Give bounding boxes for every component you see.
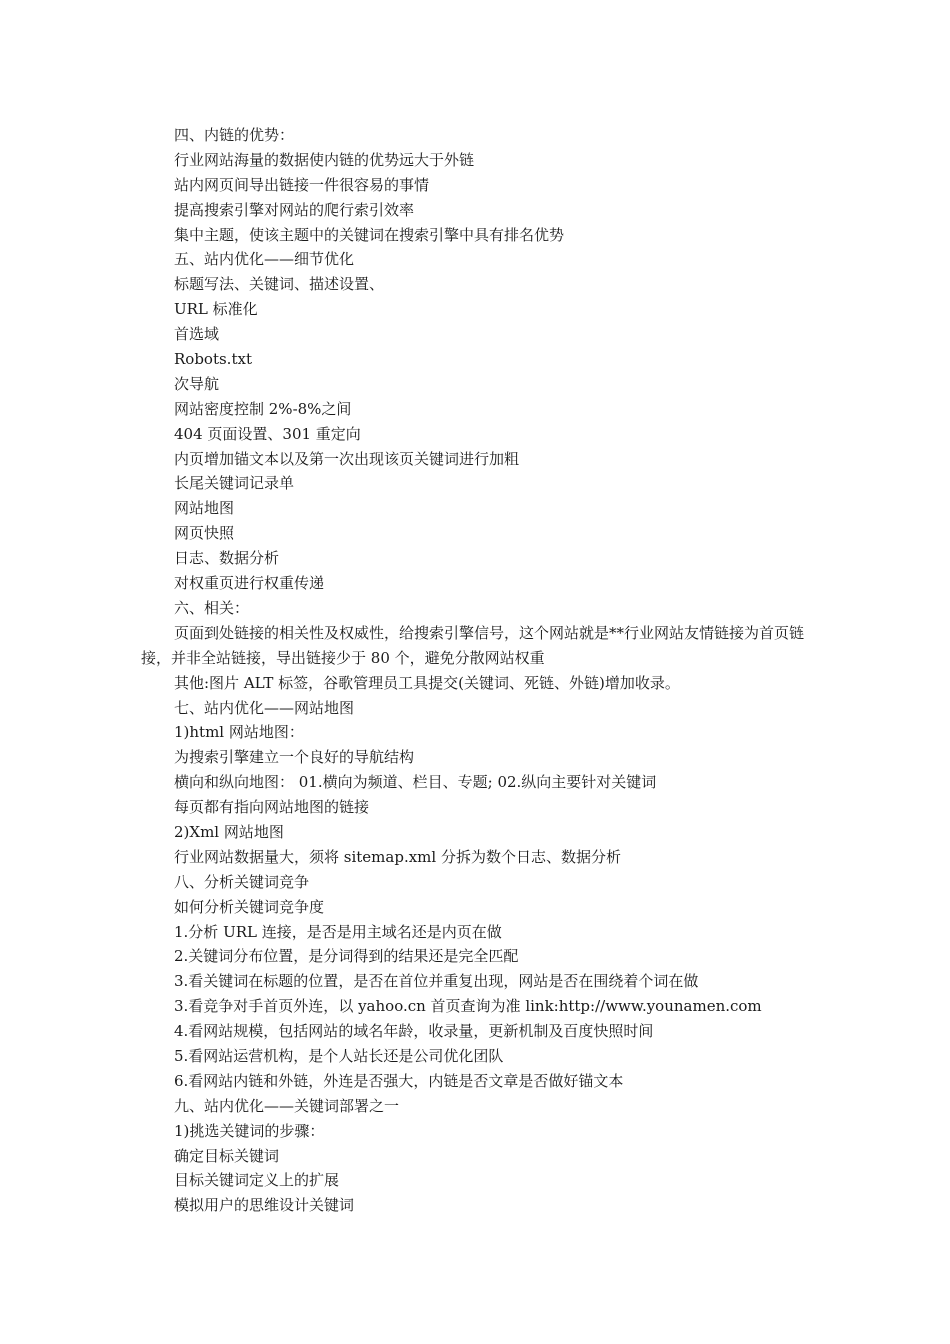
text-line: 2.关键词分布位置，是分词得到的结果还是完全匹配 (174, 947, 519, 966)
text-line: 四、内链的优势： (174, 126, 295, 144)
text-line: 每页都有指向网站地图的链接 (174, 798, 370, 817)
text-line: Robots.txt (174, 350, 252, 369)
text-line: 如何分析关键词竞争度 (174, 897, 325, 916)
text-line: 其他:图片 ALT 标签，谷歌管理员工具提交(关键词、死链、外链)增加收录。 (174, 673, 680, 692)
section-heading: 五、站内优化——细节优化 (174, 250, 355, 269)
text-line: 6.看网站内链和外链，外连是否强大，内链是否文章是否做好锚文本 (174, 1071, 624, 1090)
text-line: 首选域 (174, 325, 220, 344)
text-line: 5.看网站运营机构，是个人站长还是公司优化团队 (174, 1046, 504, 1065)
text-line: 行业网站海量的数据使内链的优势远大于外链 (174, 150, 475, 169)
text-line: 日志、数据分析 (174, 549, 280, 568)
section-heading: 九、站内优化——关键词部署之一 (174, 1096, 400, 1115)
text-line: 行业网站数据量大，须将 sitemap.xml 分拆为数个日志、数据分析 (174, 847, 621, 866)
text-line: URL 标准化 (174, 300, 258, 319)
text-line: 标题写法、关键词、描述设置、 (174, 275, 385, 294)
text-line: 1)挑选关键词的步骤： (174, 1121, 325, 1140)
text-line: 3.看竞争对手首页外连，以 yahoo.cn 首页查询为准 link:http://www.younamen.com (174, 997, 762, 1016)
text-line: 4.看网站规模，包括网站的域名年龄，收录量，更新机制及百度快照时间 (174, 1022, 654, 1041)
text-line: 确定目标关键词 (174, 1146, 280, 1165)
document-body (141, 123, 821, 1218)
text-line: 集中主题，使该主题中的关键词在搜索引擎中具有排名优势 (174, 225, 565, 244)
body-paragraph: 页面到处链接的相关性及权威性，给搜索引擎信号，这个网站就是**行业网站友情链接为首页链接，并非全站链接，导出链接少于 80 个，避免分散网站权重 (141, 623, 805, 667)
text-line: 目标关键词定义上的扩展 (174, 1171, 340, 1190)
section-heading: 六、相关： (174, 598, 250, 617)
text-line: 提高搜索引擎对网站的爬行索引效率 (174, 200, 415, 219)
text-line: 为搜索引擎建立一个良好的导航结构 (174, 748, 415, 767)
text-line: 2)Xml 网站地图 (174, 822, 284, 841)
text-line: 网站密度控制 2%-8%之间 (174, 399, 352, 418)
text-line: 网站地图 (174, 499, 235, 518)
text-line: 对权重页进行权重传递 (174, 574, 325, 593)
text-line: 模拟用户的思维设计关键词 (174, 1196, 355, 1215)
text-line: 横向和纵向地图： 01.横向为频道、栏目、专题; 02.纵向主要针对关键词 (174, 773, 657, 792)
text-line: 内页增加锚文本以及第一次出现该页关键词进行加粗 (174, 449, 520, 468)
text-line: 站内网页间导出链接一件很容易的事情 (174, 175, 430, 194)
text-line: 网页快照 (174, 524, 235, 543)
text-line: 长尾关键词记录单 (174, 474, 295, 493)
section-heading: 八、分析关键词竞争 (174, 872, 310, 891)
section-heading: 七、站内优化——网站地图 (174, 698, 355, 717)
text-line: 1.分析 URL 连接，是否是用主域名还是内页在做 (174, 922, 502, 941)
text-line: 1)html 网站地图： (174, 723, 304, 742)
text-line: 次导航 (174, 374, 220, 393)
text-line: 404 页面设置、301 重定向 (174, 424, 361, 443)
text-line: 3.看关键词在标题的位置，是否在首位并重复出现，网站是否在围绕着个词在做 (174, 972, 699, 991)
